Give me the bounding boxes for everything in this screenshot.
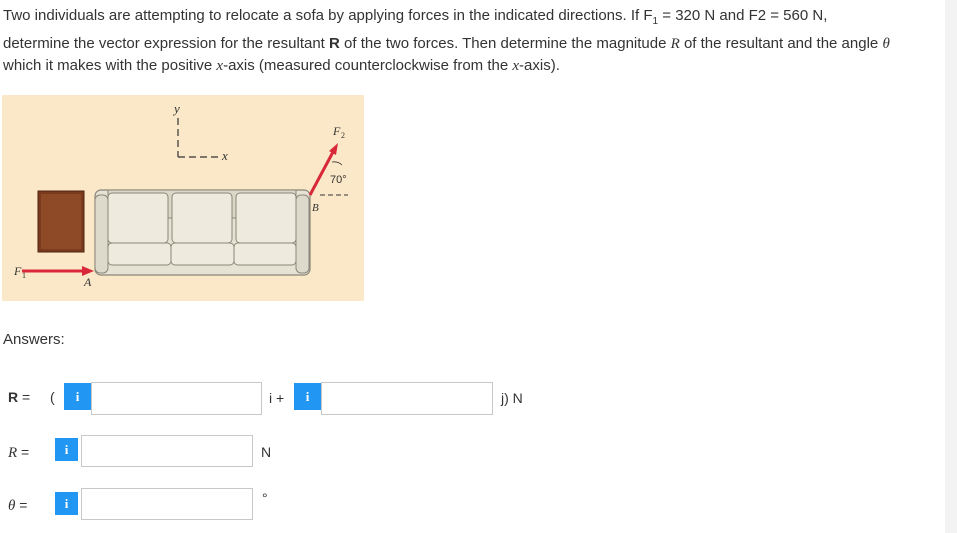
sofa-seat-cushion-1 bbox=[108, 243, 171, 265]
angle-label: 70° bbox=[330, 174, 347, 186]
answers-heading: Answers: bbox=[3, 331, 65, 348]
f2-label: F bbox=[333, 124, 341, 138]
point-a-label: A bbox=[84, 275, 92, 289]
f1-label: F bbox=[14, 264, 22, 278]
point-b-label: B bbox=[312, 202, 319, 214]
theta-info-icon[interactable]: i bbox=[55, 492, 78, 515]
problem-statement: Two individuals are attempting to relocate a sofa by applying forces in the indicated directions. If $F_1 = 320$ N and F2 = 560 N, determine the vector expression for the resultant R of the two forces. Then determine the magnitude R of the resultant and the angle θ which it makes with the positive x-axis (measured counterclockwise from the x-axis). bbox=[3, 7, 890, 74]
theta-input[interactable] bbox=[81, 488, 253, 520]
rx-info-icon[interactable]: i bbox=[64, 383, 91, 410]
ry-input[interactable] bbox=[321, 382, 493, 415]
r-vector-label: R = bbox=[8, 389, 31, 405]
j-unit-label: j) N bbox=[501, 390, 523, 406]
theta-unit: ° bbox=[262, 490, 268, 506]
y-axis-label: y bbox=[174, 101, 180, 116]
x-axis-label: x bbox=[222, 148, 228, 163]
theta-label: θ = bbox=[8, 497, 28, 514]
sofa-back-cushion-2 bbox=[172, 193, 232, 243]
sofa-seat-cushion-2 bbox=[171, 243, 234, 265]
open-paren: ( bbox=[50, 389, 55, 405]
sofa-right-arm bbox=[296, 195, 309, 273]
r-magnitude-input[interactable] bbox=[81, 435, 253, 467]
sofa-seat-cushion-3 bbox=[234, 243, 296, 265]
page-scroll-strip bbox=[945, 0, 957, 533]
r-magnitude-info-icon[interactable]: i bbox=[55, 438, 78, 461]
sofa-back-cushion-3 bbox=[236, 193, 296, 243]
rx-input[interactable] bbox=[91, 382, 262, 415]
sofa-left-arm bbox=[95, 195, 108, 273]
angle-arc bbox=[332, 162, 342, 165]
wooden-table-top bbox=[41, 194, 81, 249]
sofa-diagram bbox=[2, 95, 364, 301]
i-unit-label: i + bbox=[269, 390, 285, 406]
sofa-figure bbox=[2, 95, 364, 301]
ry-info-icon[interactable]: i bbox=[294, 383, 321, 410]
r-magnitude-label: R = bbox=[8, 444, 30, 461]
f2-subscript: 2 bbox=[341, 131, 345, 140]
r-magnitude-unit: N bbox=[261, 444, 272, 460]
sofa-back-cushion-1 bbox=[108, 193, 168, 243]
f2-arrow-head bbox=[329, 143, 338, 155]
f1-subscript: 1 bbox=[22, 271, 26, 280]
